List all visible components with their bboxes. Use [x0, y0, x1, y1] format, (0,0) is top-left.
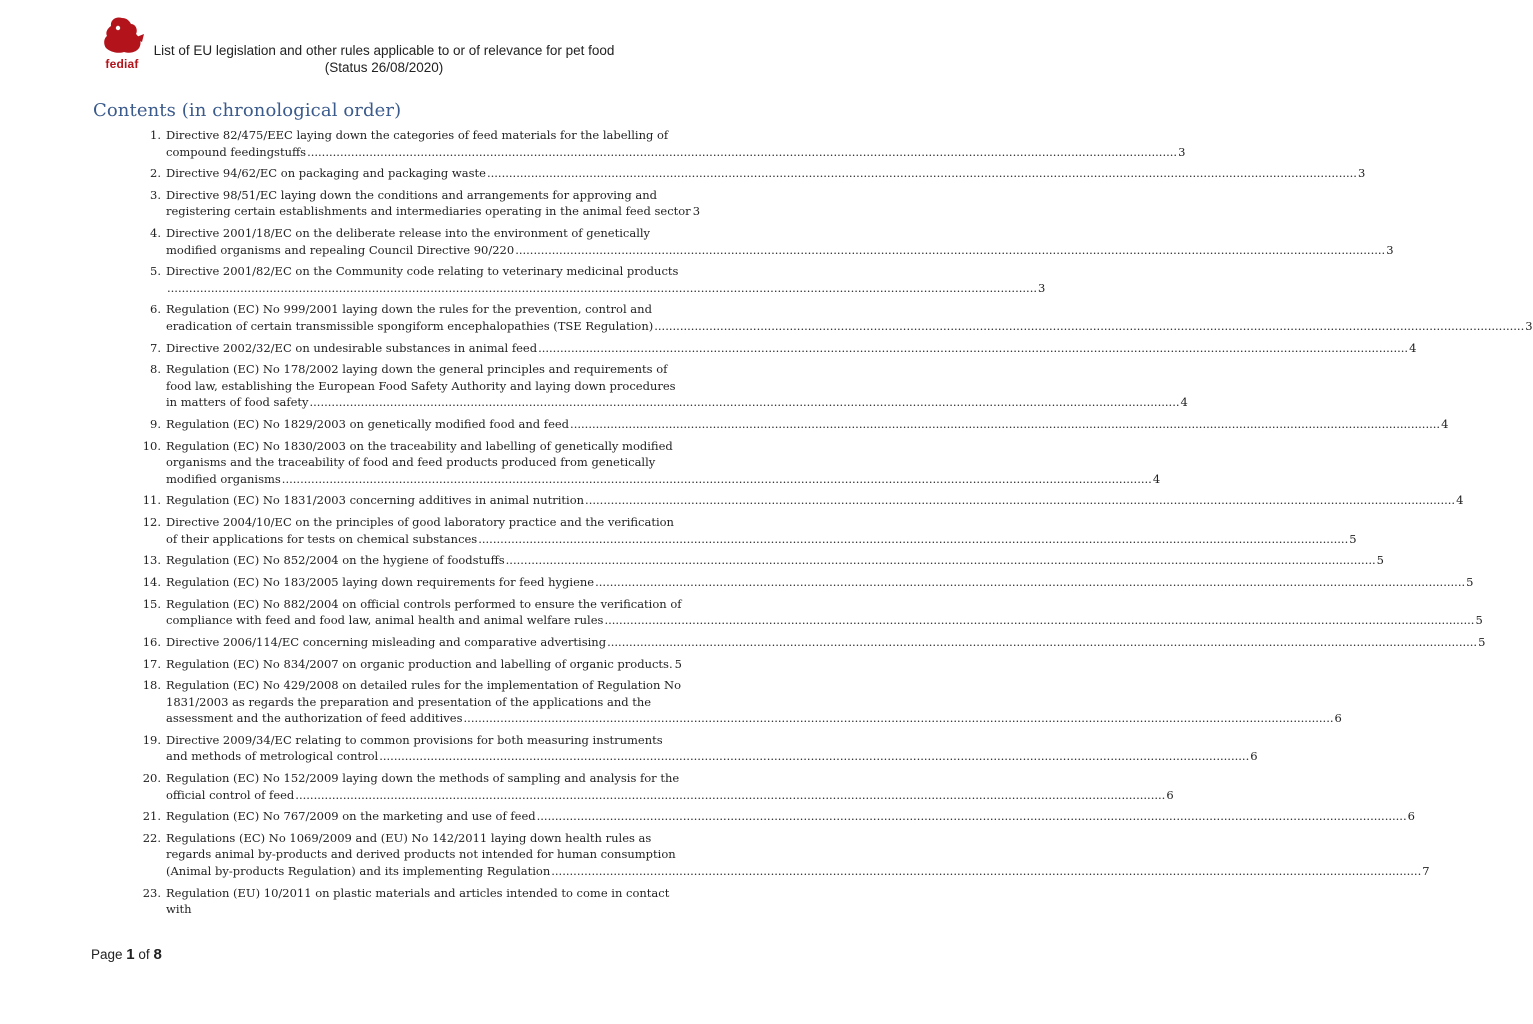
toc-entry-body — [166, 732, 1258, 765]
toc-page-number: 3 — [1178, 144, 1186, 159]
toc-entry-text: Directive 94/62/EC on packaging and packaging waste — [166, 166, 486, 181]
toc-entry-number: 9. — [150, 417, 161, 431]
toc-page-number: 4 — [1441, 417, 1449, 431]
toc-entry-body — [166, 492, 1464, 509]
toc-entry-text: registering certain establishments and intermediaries operating in the animal feed sector — [166, 204, 691, 219]
toc-page-number: 3 — [1525, 318, 1533, 333]
toc-leader-dots — [538, 340, 1408, 357]
toc-entry-body — [166, 165, 1366, 182]
toc-entry-line — [166, 656, 682, 673]
toc-entry[interactable] — [130, 361, 1188, 411]
toc-entry-text: Directive 2002/32/EC on undesirable substances in animal feed — [166, 340, 538, 355]
toc-entry[interactable] — [130, 885, 676, 918]
toc-entry-body — [166, 361, 1188, 411]
toc-entry-line: Regulations (EC) No 1069/2009 and (EU) No 142/2011 laying down health rules as — [166, 830, 652, 845]
toc-entry-body — [166, 656, 682, 673]
toc-entry[interactable] — [130, 263, 1046, 296]
toc-entry-line — [166, 574, 1474, 591]
toc-entry-number: 7. — [150, 340, 161, 355]
toc-entry-number: 6. — [150, 302, 161, 317]
toc-entry-line: Directive 2009/34/EC relating to common provisions for both measuring instruments — [166, 732, 663, 747]
toc-entry-line: regards animal by-products and derived products not intended for human consumption — [166, 847, 676, 862]
toc-entry-line: Regulation (EU) 10/2011 on plastic materials and articles intended to come in contact — [166, 885, 670, 900]
toc-entry-number: 3. — [150, 187, 161, 202]
toc-entry-text: Directive 2006/114/EC concerning misleading and comparative advertising — [166, 634, 607, 649]
toc-entry-number: 4. — [150, 226, 161, 241]
logo-text: fediaf — [105, 57, 139, 71]
toc-leader-dots — [570, 416, 1440, 433]
toc-entry-body — [166, 677, 1342, 727]
toc-entry-text: in matters of food safety — [166, 395, 309, 410]
toc-entry-body — [166, 552, 1384, 569]
toc-entry-body — [166, 808, 1415, 825]
toc-entry-line: Directive 98/51/EC laying down the conditions and arrangements for approving and — [166, 187, 657, 202]
toc-entry-text: Regulation (EC) No 767/2009 on the marketing and use of feed — [166, 809, 536, 824]
toc-entry-line — [166, 552, 1384, 569]
toc-page-number: 3 — [1038, 280, 1046, 295]
toc-entry-number: 17. — [142, 656, 161, 671]
toc-entry-line: Regulation (EC) No 152/2009 laying down the methods of sampling and analysis for the — [166, 771, 680, 786]
toc-entry-body — [166, 225, 1394, 258]
toc-entry[interactable] — [130, 187, 701, 220]
toc-page-number: 3 — [1357, 166, 1366, 181]
document-header — [80, 42, 688, 76]
toc-entry-text: of their applications for tests on chemical substances — [166, 531, 478, 546]
toc-entry-body — [166, 634, 1486, 651]
toc-entry-body — [166, 438, 1161, 488]
toc-page-number: 5 — [674, 656, 682, 671]
footer-sep: of — [138, 947, 150, 962]
toc-entry-line: organisms and the traceability of food and feed products produced from genetically — [166, 455, 656, 470]
toc-entry-line: Regulation (EC) No 1830/2003 on the traceability and labelling of genetically modified — [166, 438, 673, 453]
toc-entry[interactable] — [130, 770, 1174, 803]
toc-entry-number: 19. — [142, 732, 161, 747]
toc-leader-dots — [464, 710, 1334, 727]
toc-entry-line: 1831/2003 as regards the preparation and presentation of the applications and the — [166, 694, 652, 709]
toc-entry-line — [166, 634, 1486, 651]
toc-entry-body — [166, 340, 1417, 357]
toc-leader-dots — [506, 552, 1376, 569]
toc-title: Contents (in chronological order) — [93, 100, 402, 121]
toc-entry-text: Regulation (EC) No 183/2005 laying down requirements for feed hygiene — [166, 574, 595, 589]
toc-entry-text: Regulation (EC) No 834/2007 on organic production and labelling of organic products. — [166, 656, 673, 671]
toc-entry-text: compliance with feed and food law, animal health and animal welfare rules — [166, 613, 604, 628]
toc-entry-line: Directive 2001/18/EC on the deliberate release into the environment of genetically — [166, 226, 651, 241]
toc-entry-number: 22. — [142, 830, 161, 845]
toc-entry[interactable] — [130, 808, 1415, 825]
toc-entry-body — [166, 574, 1474, 591]
toc-leader-dots — [654, 318, 1524, 335]
toc-leader-dots — [307, 144, 1177, 161]
toc-entry[interactable] — [130, 656, 682, 673]
toc-entry-line — [166, 203, 701, 220]
toc-page-number: 6 — [1334, 711, 1342, 726]
toc-entry-text: Regulation (EC) No 1829/2003 on genetically modified food and feed — [166, 417, 570, 431]
toc-entry-line — [166, 471, 1161, 488]
toc-entry[interactable] — [130, 830, 1430, 880]
toc-leader-dots — [379, 748, 1249, 765]
toc-entry-line — [166, 808, 1415, 825]
toc-entry-line: Directive 2004/10/EC on the principles of good laboratory practice and the verification — [166, 515, 674, 530]
toc-page-number: 4 — [1456, 493, 1464, 508]
toc-entry-line — [166, 748, 1258, 765]
toc-entry-line: Regulation (EC) No 429/2008 on detailed rules for the implementation of Regulation No — [166, 678, 682, 693]
toc-entry-line — [166, 144, 1186, 161]
toc-entry[interactable] — [130, 514, 1357, 547]
toc-entry-number: 13. — [142, 553, 161, 568]
toc-entry-line — [166, 242, 1394, 259]
toc-leader-dots — [595, 574, 1465, 591]
toc-leader-dots — [310, 394, 1180, 411]
toc-entry-line — [166, 165, 1366, 182]
toc-entry-body — [166, 885, 676, 918]
toc-page-number: 3 — [1386, 242, 1394, 257]
toc-entry-text: assessment and the authorization of feed additives — [166, 711, 463, 726]
toc-entry-line — [166, 531, 1357, 548]
toc-entry-line — [166, 280, 1046, 297]
footer-current-page: 1 — [126, 946, 135, 963]
toc-page-number: 5 — [1475, 613, 1483, 628]
toc-entry-body — [166, 770, 1174, 803]
toc-entry-line — [166, 710, 1342, 727]
toc-page-number: 4 — [1180, 395, 1188, 410]
toc-entry-number: 20. — [142, 771, 161, 786]
toc-entry-line — [166, 340, 1417, 357]
toc-entry[interactable] — [130, 634, 1486, 651]
toc-entry-number: 23. — [142, 885, 161, 900]
toc-entry[interactable] — [130, 596, 1483, 629]
toc-page-number: 4 — [1152, 471, 1161, 486]
toc-leader-dots — [282, 471, 1152, 488]
toc-entry[interactable] — [130, 416, 1449, 433]
toc-entry[interactable] — [130, 552, 1384, 569]
toc-entry-text: (Animal by-products Regulation) and its implementing Regulation — [166, 863, 551, 878]
toc-page-number: 7 — [1422, 863, 1430, 878]
toc-entry-line — [166, 318, 1533, 335]
toc-entry-line: Directive 82/475/EEC laying down the categories of feed materials for the labelling of — [166, 128, 669, 142]
toc-entry-text: Regulation (EC) No 852/2004 on the hygiene of foodstuffs — [166, 553, 505, 568]
toc-leader-dots — [551, 863, 1421, 880]
toc-entry[interactable] — [130, 127, 1186, 160]
toc-entry-number: 12. — [142, 515, 161, 530]
toc-entry-number: 11. — [142, 493, 161, 508]
toc-entry[interactable] — [130, 165, 1366, 182]
toc-entry[interactable] — [130, 340, 1417, 357]
toc-entry-line — [166, 492, 1464, 509]
toc-entry-number: 14. — [142, 574, 161, 589]
toc-entry-text: modified organisms — [166, 471, 281, 486]
toc-page-number: 6 — [1407, 809, 1415, 824]
toc-entry[interactable] — [130, 677, 1342, 727]
toc-entry-number: 21. — [142, 809, 161, 824]
toc-entry-body — [166, 263, 1046, 296]
toc-entry-line: Directive 2001/82/EC on the Community code relating to veterinary medicinal products — [166, 264, 679, 279]
toc-page-number: 5 — [1478, 634, 1486, 649]
toc-page-number: 5 — [1466, 574, 1474, 589]
toc-entry-line: Regulation (EC) No 178/2002 laying down the general principles and requirements of — [166, 362, 668, 377]
toc-page-number: 5 — [1376, 553, 1384, 568]
toc-entry-body — [166, 127, 1186, 160]
toc-leader-dots — [295, 787, 1165, 804]
toc-entry-body — [166, 187, 701, 220]
toc-leader-dots — [478, 531, 1348, 548]
toc-entry-body — [166, 416, 1449, 433]
footer-total-pages: 8 — [153, 946, 162, 963]
toc-entry-number: 15. — [142, 596, 161, 611]
toc-entry-text: Regulation (EC) No 1831/2003 concerning additives in animal nutrition — [166, 493, 585, 508]
toc-entry-body — [166, 301, 1533, 334]
toc-entry-text: official control of feed — [166, 787, 295, 802]
toc-entry[interactable] — [130, 301, 1533, 334]
toc-entry-line: food law, establishing the European Food Safety Authority and laying down procedures — [166, 378, 676, 393]
toc-leader-dots — [515, 242, 1385, 259]
header-title: List of EU legislation and other rules applicable to or of relevance for pet food — [153, 43, 615, 58]
toc-entry[interactable] — [130, 574, 1474, 591]
toc-entry-text: and methods of metrological control — [166, 749, 379, 764]
toc-entry-line — [166, 787, 1174, 804]
toc-entry-body — [166, 596, 1483, 629]
toc-entry-number: 18. — [142, 678, 161, 693]
toc-entry-text: compound feedingstuffs — [166, 144, 307, 159]
toc-entry[interactable] — [130, 492, 1464, 509]
toc-leader-dots — [487, 165, 1357, 182]
toc-page-number: 5 — [1349, 531, 1357, 546]
toc-entry-line — [166, 416, 1449, 433]
toc-entry[interactable] — [130, 732, 1258, 765]
toc-page-number: 6 — [1250, 749, 1258, 764]
header-status: (Status 26/08/2020) — [324, 60, 444, 75]
toc-leader-dots — [604, 612, 1474, 629]
toc-entry-line: Regulation (EC) No 999/2001 laying down the rules for the prevention, control and — [166, 302, 652, 317]
toc-entry-line — [166, 612, 1483, 629]
toc-entry-number: 8. — [150, 362, 161, 377]
toc-page-number: 3 — [692, 204, 701, 219]
toc-entry-number: 1. — [150, 128, 161, 142]
page-footer — [91, 946, 162, 963]
toc-leader-dots — [167, 280, 1037, 297]
toc-entry-line — [166, 863, 1430, 880]
toc-leader-dots — [607, 634, 1477, 651]
toc-entry[interactable] — [130, 225, 1394, 258]
toc-page-number: 4 — [1409, 340, 1417, 355]
toc-entry-number: 5. — [150, 264, 161, 279]
toc-entry-text: eradication of certain transmissible spongiform encephalopathies (TSE Regulation) — [166, 318, 654, 333]
toc-entry-body — [166, 830, 1430, 880]
toc-leader-dots — [537, 808, 1407, 825]
toc-entry-body — [166, 514, 1357, 547]
toc-page-number: 6 — [1166, 787, 1174, 802]
toc-entry-line — [166, 394, 1188, 411]
toc-entry-text: modified organisms and repealing Council Directive 90/220 — [166, 242, 515, 257]
toc-entry-number: 10. — [142, 438, 161, 453]
table-of-contents — [130, 127, 1533, 923]
toc-leader-dots — [585, 492, 1455, 509]
toc-entry-number: 2. — [150, 166, 161, 181]
toc-entry[interactable] — [130, 438, 1161, 488]
footer-prefix: Page — [91, 947, 123, 962]
toc-entry-number: 16. — [142, 634, 161, 649]
toc-entry-line: with — [166, 902, 192, 917]
toc-entry-line: Regulation (EC) No 882/2004 on official controls performed to ensure the verification of — [166, 596, 682, 611]
